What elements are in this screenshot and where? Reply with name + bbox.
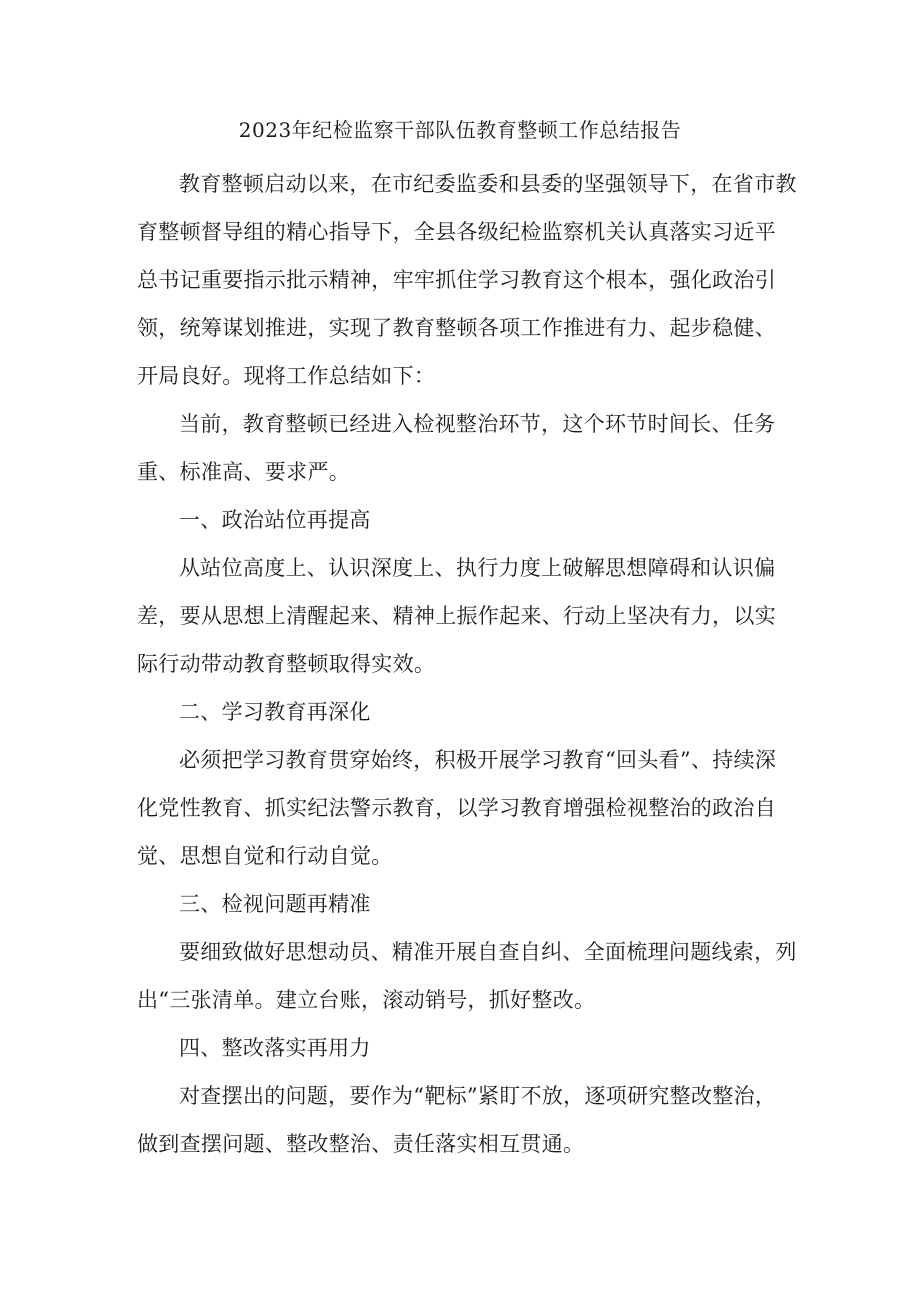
paragraph-section-2: 必须把学习教育贯穿始终，积极开展学习教育“回头看”、持续深化党性教育、抓实纪法警示教育，以学习教育增强检视整治的政治自觉、思想自觉和行动自觉。 xyxy=(137,748,777,868)
document-title: 2023年纪检监察干部队伍教育整顿工作总结报告 xyxy=(238,118,682,142)
paragraph-section-3: 要细致做好思想动员、精准开展自查自纠、全面梳理问题线索，列出“三张清单。建立台账，滚动销号，抓好整改。 xyxy=(137,940,797,1012)
section-heading-3: 三、检视问题再精准 xyxy=(179,892,371,916)
document-body xyxy=(137,160,797,1168)
paragraph-current-stage: 当前，教育整顿已经进入检视整治环节，这个环节时间长、任务重、标准高、要求严。 xyxy=(137,412,776,484)
section-heading-4: 四、整改落实再用力 xyxy=(179,1036,371,1060)
section-heading-2: 二、学习教育再深化 xyxy=(179,700,371,724)
section-heading-1: 一、政治站位再提高 xyxy=(179,508,371,532)
paragraph-section-4: 对查摆出的问题，要作为“靶标”紧盯不放，逐项研究整改整治，做到查摆问题、整改整治、责任落实相互贯通。 xyxy=(137,1084,777,1156)
paragraph-intro: 教育整顿启动以来，在市纪委监委和县委的坚强领导下，在省市教育整顿督导组的精心指导下，全县各级纪检监察机关认真落实习近平总书记重要指示批示精神，牢牢抓住学习教育这个根本，强化政治引领，统筹谋划推进，实现了教育整顿各项工作推进有力、起步稳健、开局良好。现将工作总结如下： xyxy=(137,172,797,388)
paragraph-section-1: 从站位高度上、认识深度上、执行力度上破解思想障碍和认识偏差，要从思想上清醒起来、精神上振作起来、行动上坚决有力，以实际行动带动教育整顿取得实效。 xyxy=(137,556,776,676)
